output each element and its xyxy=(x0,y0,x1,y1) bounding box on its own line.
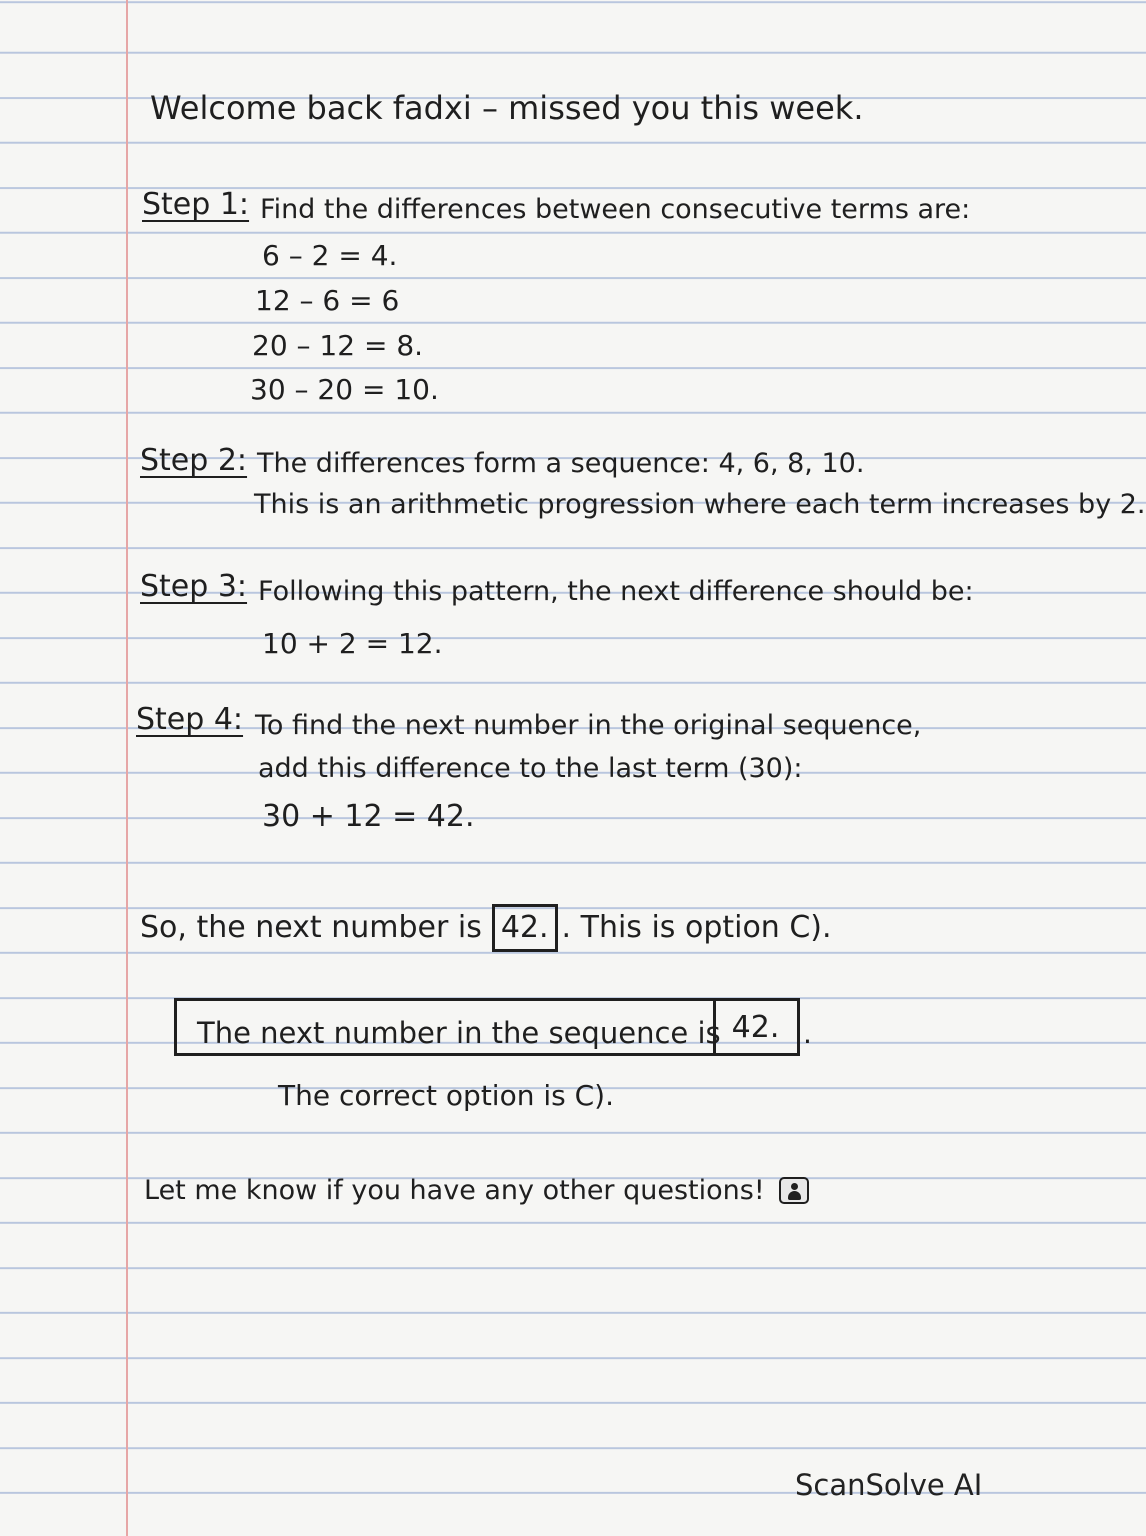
closing-text: Let me know if you have any other questions! xyxy=(144,1175,765,1206)
step-1-label: Step 1: xyxy=(142,187,250,222)
summary-prefix: So, the next number is xyxy=(140,910,482,945)
step-1-equation: 30 – 20 = 10. xyxy=(250,373,439,406)
step-1-equation: 6 – 2 = 4. xyxy=(262,239,398,272)
step-1-text: Find the differences between consecutive terms are: xyxy=(260,194,971,225)
final-answer-text: The next number in the sequence is xyxy=(197,1016,721,1050)
final-answer-value: 42. xyxy=(713,1001,795,1053)
step-2-text: The differences form a sequence: 4, 6, 8, 10. xyxy=(257,448,865,479)
margin-line xyxy=(126,0,128,1536)
summary-suffix: . This is option C). xyxy=(561,910,832,945)
smile-emoji-icon xyxy=(779,1177,809,1204)
step-1-equation: 20 – 12 = 8. xyxy=(252,329,424,362)
summary-answer-box: 42. xyxy=(492,904,558,952)
step-4-text: add this difference to the last term (30): xyxy=(258,753,803,784)
step-3-text: Following this pattern, the next difference should be: xyxy=(258,576,974,607)
step-2-label: Step 2: xyxy=(140,443,248,478)
step-2-text: This is an arithmetic progression where each term increases by 2. xyxy=(254,489,1146,520)
summary-sentence xyxy=(140,904,832,952)
step-4-text: To find the next number in the original sequence, xyxy=(255,710,922,741)
step-3-equation: 10 + 2 = 12. xyxy=(262,627,443,660)
final-answer-period: . xyxy=(803,1017,812,1050)
greeting-text: Welcome back fadxi – missed you this week. xyxy=(150,89,864,127)
brand-signature: ScanSolve AI xyxy=(795,1468,983,1502)
correct-option-text: The correct option is C). xyxy=(278,1079,614,1112)
step-3-label: Step 3: xyxy=(140,569,248,604)
step-4-label: Step 4: xyxy=(136,702,244,737)
step-4-equation: 30 + 12 = 42. xyxy=(262,799,475,834)
closing-message xyxy=(144,1177,809,1204)
step-1-equation: 12 – 6 = 6 xyxy=(255,284,400,317)
final-answer-box xyxy=(174,998,800,1056)
